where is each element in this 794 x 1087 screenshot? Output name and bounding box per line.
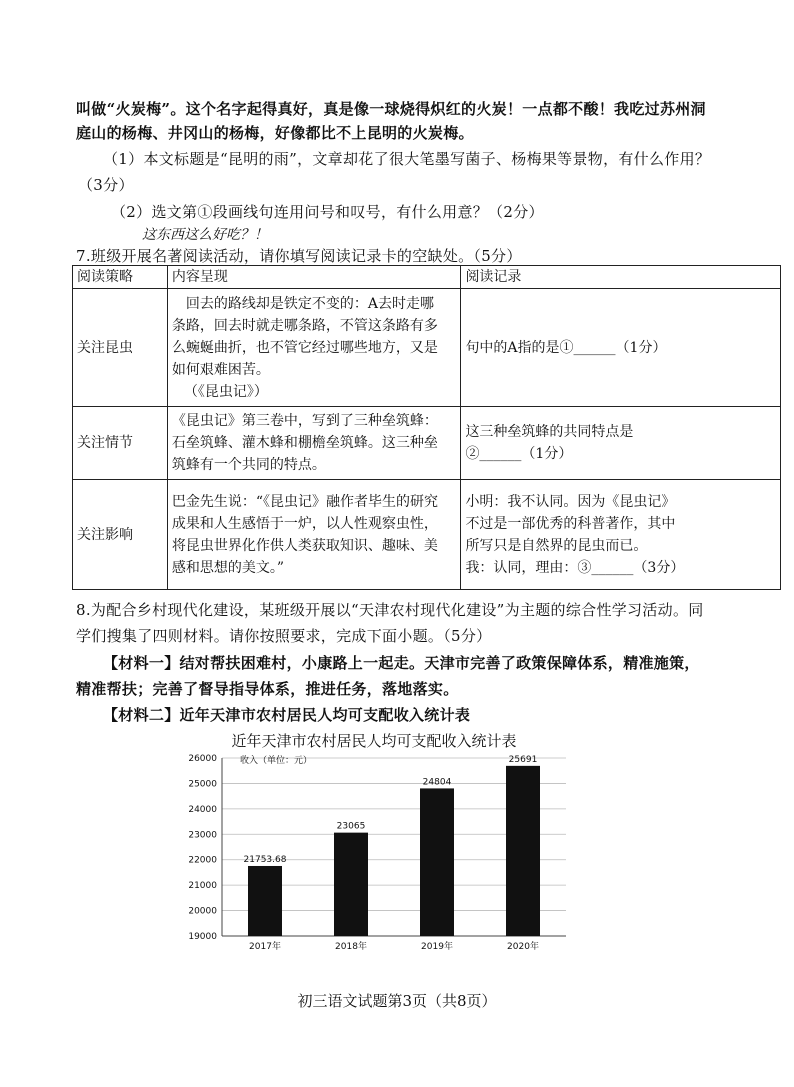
row3-record-line: 我：认同，理由：③______（3分） [465, 559, 685, 576]
row2-content-line: 石垒筑蜂、灌木蜂和棚檐垒筑蜂。这三种垒 [171, 435, 438, 451]
header-record: 阅读记录 [461, 266, 781, 289]
y-tick-label: 26000 [188, 754, 217, 764]
passage-line-2: 庭山的杨梅、井冈山的杨梅，好像都比不上昆明的火炭梅。 [76, 124, 474, 142]
row2-content-line: 筑蜂有一个共同的特点。 [171, 457, 326, 473]
chart-svg [178, 750, 570, 962]
y-tick-label: 20000 [188, 906, 217, 917]
header-strategy: 阅读策略 [73, 266, 168, 289]
row2-content-line: 《昆虫记》第三卷中，写到了三种垒筑蜂： [171, 413, 438, 429]
y-tick-label: 21000 [188, 881, 217, 892]
material1-line2: 精准帮扶；完善了督导指导体系，推进任务，落地落实。 [76, 680, 459, 698]
row1-content-line: （《昆虫记》） [183, 383, 268, 400]
row1-content-line: 如何艰难困苦。 [171, 361, 270, 378]
bar [506, 766, 540, 936]
bar-value-label: 24804 [422, 777, 452, 788]
bar-value-label: 25691 [508, 754, 538, 765]
table-row [73, 407, 781, 480]
x-tick-label: 2019年 [421, 942, 453, 952]
q6-sub2: （2）选文第①段画线句连用问号和叹号，有什么用意？（2分） [111, 203, 544, 221]
q6-sub1-line2: （3分） [78, 176, 134, 194]
bar-value-label: 23065 [336, 821, 366, 832]
row3-content [167, 480, 461, 590]
material1-line1: 【材料一】结对帮扶困难村，小康路上一起走。天津市完善了政策保障体系，精准施策， [103, 654, 700, 672]
y-tick-label: 23000 [188, 830, 217, 841]
row3-content-line: 成果和人生感悟于一炉，以人性观察虫性， [171, 515, 438, 532]
row1-strategy: 关注昆虫 [73, 289, 168, 407]
material2-label: 【材料二】近年天津市农村居民人均可支配收入统计表 [103, 706, 471, 724]
chart-title: 近年天津市农村居民人均可支配收入统计表 [231, 732, 517, 750]
header-content: 内容呈现 [167, 266, 461, 289]
row1-record [461, 289, 781, 407]
bar [420, 788, 454, 936]
passage-line-1: 叫做“火炭梅”。这个名字起得真好，真是像一球烧得炽红的火炭！一点都不酸！我吃过苏州洞 [76, 100, 706, 118]
handwritten-answer: 这东西这么好吃？！ [142, 227, 268, 243]
row1-content-line: 条路，回去时就走哪条路，不管这条路有多 [171, 317, 438, 334]
q8-stem-line1: 8.为配合乡村现代化建设，某班级开展以“天津农村现代化建设”为主题的综合性学习活动。同 [76, 601, 704, 619]
y-tick-label: 22000 [188, 855, 217, 866]
row2-record [461, 407, 781, 480]
row2-record-line: 这三种垒筑蜂的共同特点是 [465, 424, 634, 440]
row1-record-line: 句中的A指的是①______（1分） [465, 339, 667, 356]
x-tick-label: 2020年 [507, 942, 539, 952]
page-footer: 初三语文试题第3页（共8页） [297, 992, 497, 1010]
row3-record-line: 所写只是自然界的昆虫而已。 [465, 537, 648, 554]
row3-record [461, 480, 781, 590]
bar-value-label: 21753.68 [243, 854, 287, 865]
bar [248, 866, 282, 936]
row3-content-line: 巴金先生说：“《昆虫记》融作者毕生的研究 [171, 493, 439, 510]
row3-record-line: 小明：我不认同。因为《昆虫记》 [465, 493, 676, 510]
row3-record-line: 不过是一部优秀的科普著作，其中 [465, 515, 676, 532]
q8-stem-line2: 学们搜集了四则材料。请你按照要求，完成下面小题。（5分） [76, 627, 492, 645]
table-row [73, 289, 781, 407]
row3-content-line: 感和思想的美文。” [171, 559, 285, 576]
row2-content [167, 407, 461, 480]
row1-content [167, 289, 461, 407]
row2-strategy: 关注情节 [73, 407, 168, 480]
y-tick-label: 25000 [188, 779, 217, 790]
y-tick-label: 24000 [188, 804, 217, 815]
table-row [73, 480, 781, 590]
row2-record-line: ②______（1分） [465, 446, 573, 462]
x-tick-label: 2018年 [335, 942, 367, 952]
row1-content-line: 么蜿蜒曲折，也不管它经过哪些地方，又是 [171, 339, 438, 356]
reading-record-card [72, 265, 781, 590]
q6-sub1-line1: （1）本文标题是“昆明的雨”，文章却花了很大笔墨写菌子、杨梅果等景物，有什么作用？ [103, 150, 711, 168]
row3-strategy: 关注影响 [73, 480, 168, 590]
y-axis-label: 收入（单位：元） [240, 756, 313, 766]
bar [334, 833, 368, 936]
y-tick-label: 19000 [188, 932, 217, 942]
x-tick-label: 2017年 [249, 942, 281, 952]
income-bar-chart [178, 730, 570, 962]
row1-content-line: 回去的路线却是铁定不变的：A去时走哪 [185, 295, 434, 312]
row3-content-line: 将昆虫世界化作供人类获取知识、趣味、美 [171, 537, 438, 554]
q7-stem: 7.班级开展名著阅读活动，请你填写阅读记录卡的空缺处。（5分） [76, 247, 522, 265]
table-header-row [73, 266, 781, 289]
